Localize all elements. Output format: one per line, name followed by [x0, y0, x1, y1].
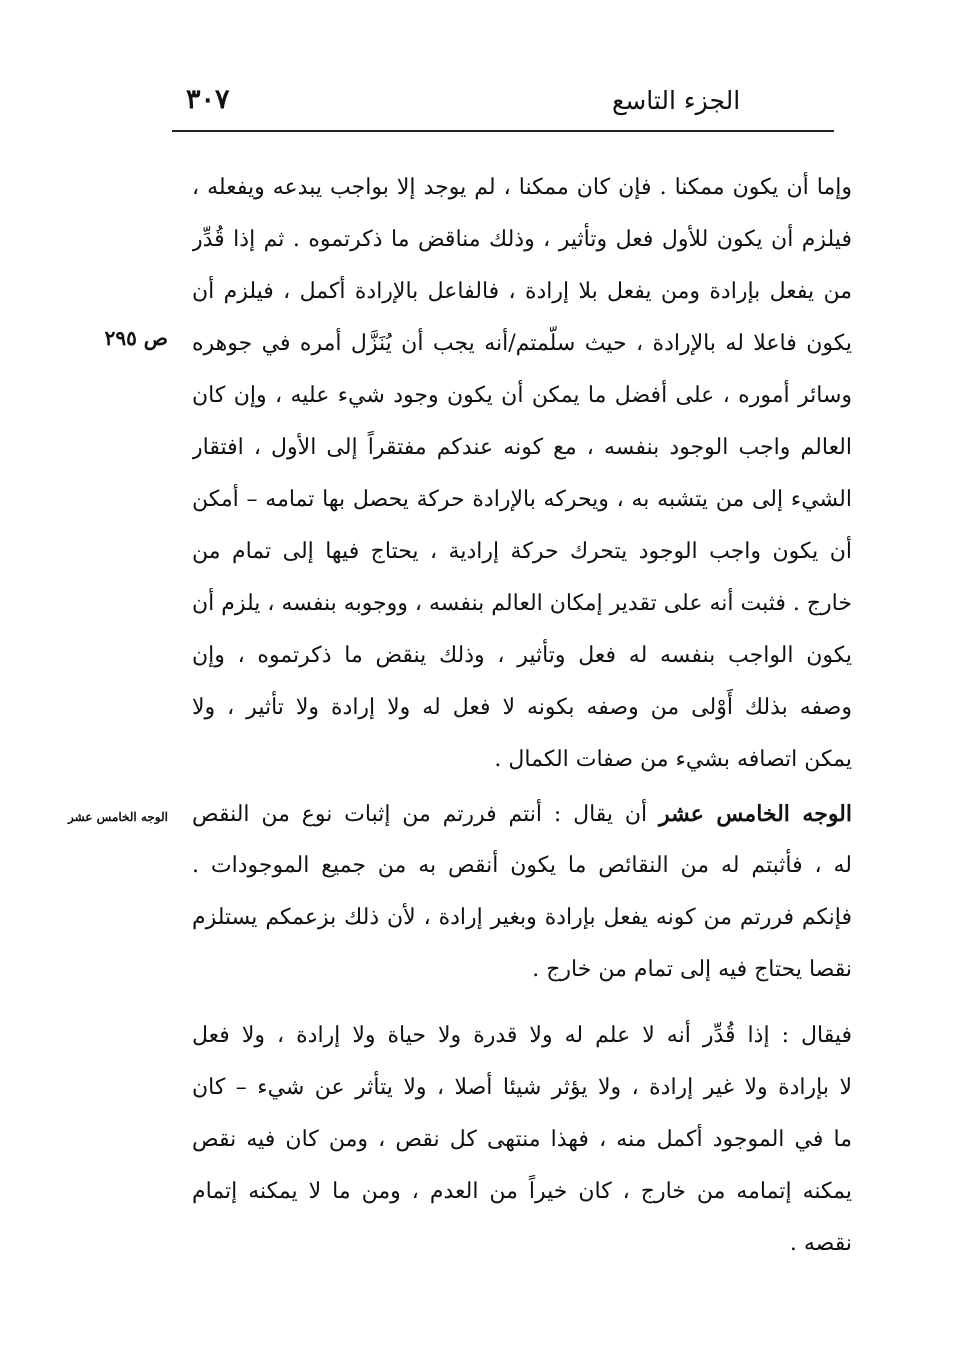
page-header: [172, 82, 834, 132]
text-line: الشيء إلى من يتشبه به ، ويحركه بالإرادة حركة يحصل بها تمامه – أمكن: [192, 487, 852, 512]
text-line: أن يكون واجب الوجود يتحرك حركة إرادية ، يحتاج فيها إلى تمام من: [192, 539, 852, 564]
text-line: العالم واجب الوجود بنفسه ، مع كونه عندكم مفتقراً إلى الأول ، افتقار: [192, 435, 852, 460]
text-line: له ، فأثبتم له من النقائص ما يكون أنقص به من جميع الموجودات .: [192, 853, 852, 878]
text-line: يمكنه إتمامه من خارج ، كان خيراً من العدم ، ومن ما لا يمكنه إتمام: [192, 1179, 852, 1204]
text-line: نقصا يحتاج فيه إلى تمام من خارج .: [532, 957, 852, 982]
text-line: ما في الموجود أكمل منه ، فهذا منتهى كل نقص ، ومن كان فيه نقص: [192, 1127, 852, 1152]
paragraph-2: [192, 788, 852, 996]
text-line: فيقال : إذا قُدِّر أنه لا علم له ولا قدرة ولا حياة ولا إرادة ، ولا فعل: [192, 1023, 852, 1048]
text-line: فيلزم أن يكون للأول فعل وتأثير ، وذلك مناقض ما ذكرتموه . ثم إذا قُدِّر: [192, 227, 852, 252]
text-line: يكون الواجب بنفسه له فعل وتأثير ، وذلك ينقض ما ذكرتموه ، وإن: [192, 643, 852, 668]
paragraph-1: [192, 162, 852, 786]
text-fragment: أن يقال : أنتم فررتم من إثبات نوع من النقص: [192, 802, 659, 827]
running-title: الجزء التاسع: [612, 86, 741, 115]
text-line-with-heading: [192, 788, 852, 840]
text-line: خارج . فثبت أنه على تقدير إمكان العالم بنفسه ، ووجوبه بنفسه ، يلزم أن: [192, 591, 852, 616]
section-heading: الوجه الخامس عشر: [658, 801, 852, 827]
margin-page-reference: ص ٢٩٥: [104, 326, 168, 350]
text-line: لا بإرادة ولا غير إرادة ، ولا يؤثر شيئا أصلا ، ولا يتأثر عن شيء – كان: [192, 1075, 852, 1100]
text-line: وإما أن يكون ممكنا . فإن كان ممكنا ، لم يوجد إلا بواجب يبدعه ويفعله ،: [192, 175, 852, 200]
page-number: ٣٠٧: [186, 84, 230, 115]
text-line: نقصه .: [789, 1231, 852, 1256]
paragraph-3: [192, 1010, 852, 1270]
text-line: يمكن اتصافه بشيء من صفات الكمال .: [494, 747, 852, 772]
text-line: من يفعل بإرادة ومن يفعل بلا إرادة ، فالفاعل بالإرادة أكمل ، فيلزم أن: [192, 279, 852, 304]
text-line: فإنكم فررتم من كونه يفعل بإرادة وبغير إرادة ، لأن ذلك بزعمكم يستلزم: [192, 905, 852, 930]
text-line: وصفه بذلك أَوْلى من وصفه بكونه لا فعل له ولا إرادة ولا تأثير ، ولا: [192, 695, 852, 720]
margin-section-label: الوجه الخامس عشر: [67, 810, 168, 824]
text-line: يكون فاعلا له بالإرادة ، حيث سلّمتم/أنه يجب أن يُنَزَّل أمره في جوهره: [192, 331, 852, 356]
text-line: وسائر أموره ، على أفضل ما يمكن أن يكون وجود شيء عليه ، وإن كان: [192, 383, 852, 408]
